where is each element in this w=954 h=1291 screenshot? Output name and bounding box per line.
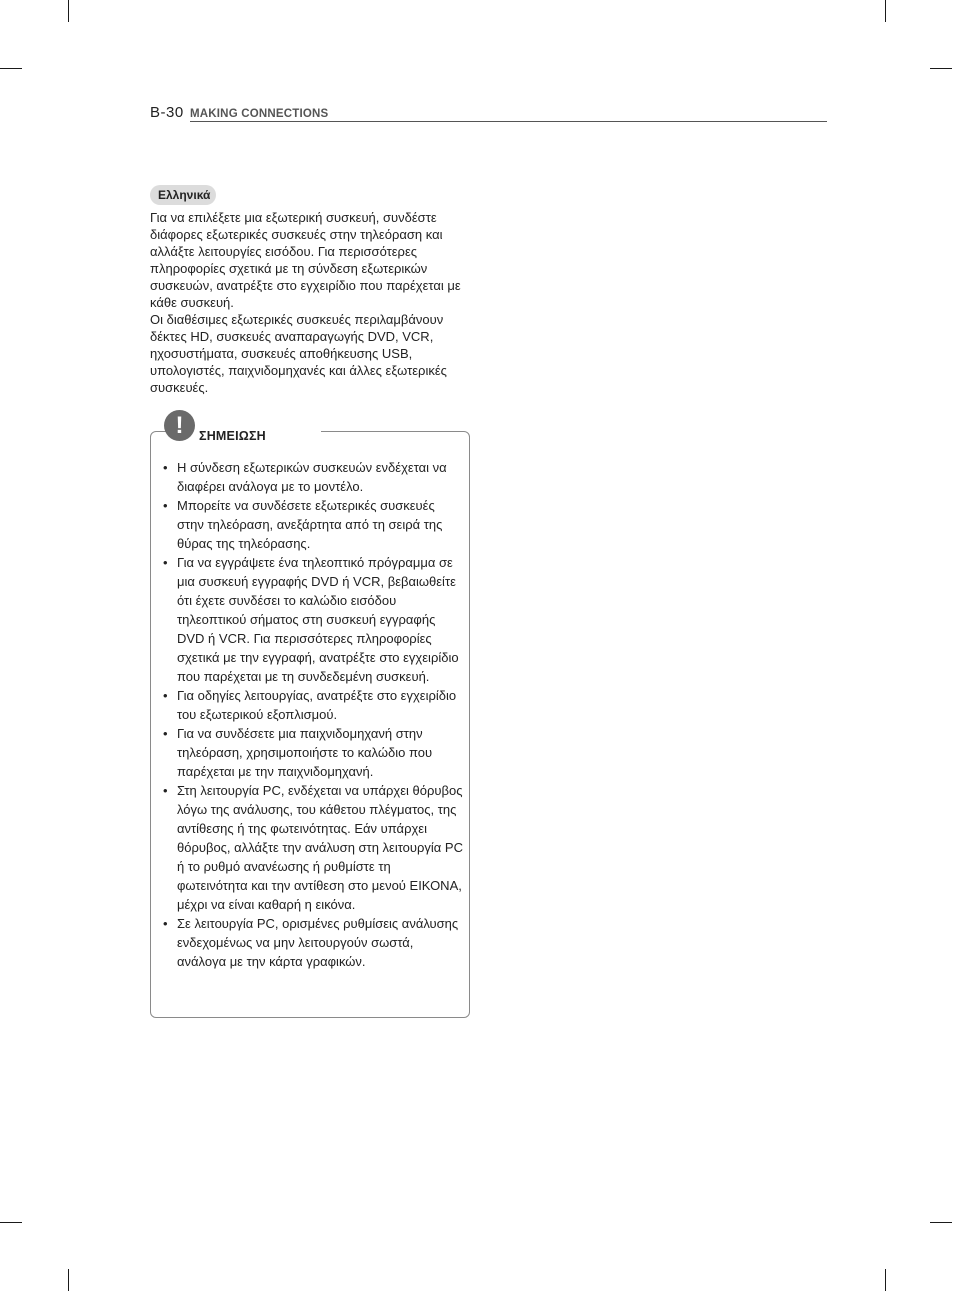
list-item-text: Η σύνδεση εξωτερικών συσκευών ενδέχεται να διαφέρει ανάλογα με το μοντέλο.	[177, 460, 447, 494]
page-header	[150, 104, 827, 122]
list-item	[163, 496, 463, 553]
exclamation-icon: !	[164, 410, 195, 441]
bullet: •	[163, 460, 168, 475]
list-item	[163, 914, 463, 971]
list-item	[163, 458, 463, 496]
crop-mark	[885, 1269, 886, 1291]
list-item	[163, 724, 463, 781]
intro-paragraph: Οι διαθέσιμες εξωτερικές συσκευές περιλαμβάνουν δέκτες HD, συσκευές αναπαραγωγής DVD, VCR, ηχοσυστήματα, συσκευές αποθήκευσης USB, υπολογιστές, παιχνιδομηχανές και άλλες εξωτερικές συσκευές.	[150, 312, 447, 395]
list-item	[163, 553, 463, 686]
crop-mark	[68, 0, 69, 22]
bullet: •	[163, 498, 168, 513]
list-item-text: Σε λειτουργία PC, ορισμένες ρυθμίσεις ανάλυσης ενδεχομένως να μην λειτουργούν σωστά, ανάλογα με την κάρτα γραφικών.	[177, 916, 459, 969]
crop-mark	[68, 1269, 69, 1291]
language-tab: Ελληνικά	[150, 185, 216, 205]
list-item-text: Για να εγγράψετε ένα τηλεοπτικό πρόγραμμα σε μια συσκευή εγγραφής DVD ή VCR, βεβαιωθείτε ότι έχετε συνδέσει το καλώδιο εισόδου τηλεοπτικού σήματος στη συσκευή εγγραφής DVD ή VCR. Για περισσότερες πληροφορίες σχετικά με την εγγραφή, ανατρέξτε στο εγχειρίδιο που παρέχεται με τη συνδεδεμένη συσκευή.	[177, 555, 459, 684]
note-box	[150, 412, 470, 1018]
bullet: •	[163, 726, 168, 741]
note-list	[163, 458, 463, 971]
crop-mark	[0, 1222, 22, 1223]
list-item-text: Για να συνδέσετε μια παιχνιδομηχανή στην τηλεόραση, χρησιμοποιήστε το καλώδιο που παρέχεται με την παιχνιδομηχανή.	[177, 726, 433, 779]
bullet: •	[163, 916, 168, 931]
page-number: B-30	[150, 104, 184, 121]
list-item-text: Στη λειτουργία PC, ενδέχεται να υπάρχει θόρυβος λόγω της ανάλυσης, του κάθετου πλέγματος, της αντίθεσης ή της φωτεινότητας. Εάν υπάρχει θόρυβος, αλλάξτε την ανάλυση στη λειτουργία PC ή το ρυθμό ανανέωσης ή ρυθμίστε τη φωτεινότητα και την αντίθεση στο μενού ΕΙΚΟΝΑ, μέχρι να είναι καθαρή η εικόνα.	[177, 783, 463, 912]
bullet: •	[163, 555, 168, 570]
list-item-text: Μπορείτε να συνδέσετε εξωτερικές συσκευές στην τηλεόραση, ανεξάρτητα από τη σειρά της θύρας της τηλεόρασης.	[177, 498, 443, 551]
list-item	[163, 686, 463, 724]
crop-mark	[930, 1222, 952, 1223]
intro-paragraph: Για να επιλέξετε μια εξωτερική συσκευή, συνδέστε διάφορες εξωτερικές συσκευές στην τηλεόραση και αλλάξτε λειτουργίες εισόδου. Για περισσότερες πληροφορίες σχετικά με τη σύνδεση εξωτερικών συσκευών, ανατρέξτε στο εγχειρίδιο που παρέχεται με κάθε συσκευή.	[150, 210, 461, 310]
crop-mark	[930, 68, 952, 69]
crop-mark	[885, 0, 886, 22]
note-title: ΣΗΜΕΙΩΣΗ	[199, 429, 266, 443]
crop-mark	[0, 68, 22, 69]
header-rule	[190, 121, 827, 122]
section-title: MAKING CONNECTIONS	[190, 108, 329, 120]
list-item	[163, 781, 463, 914]
bullet: •	[163, 783, 168, 798]
intro-text	[150, 209, 470, 396]
bullet: •	[163, 688, 168, 703]
list-item-text: Για οδηγίες λειτουργίας, ανατρέξτε στο εγχειρίδιο του εξωτερικού εξοπλισμού.	[177, 688, 457, 722]
